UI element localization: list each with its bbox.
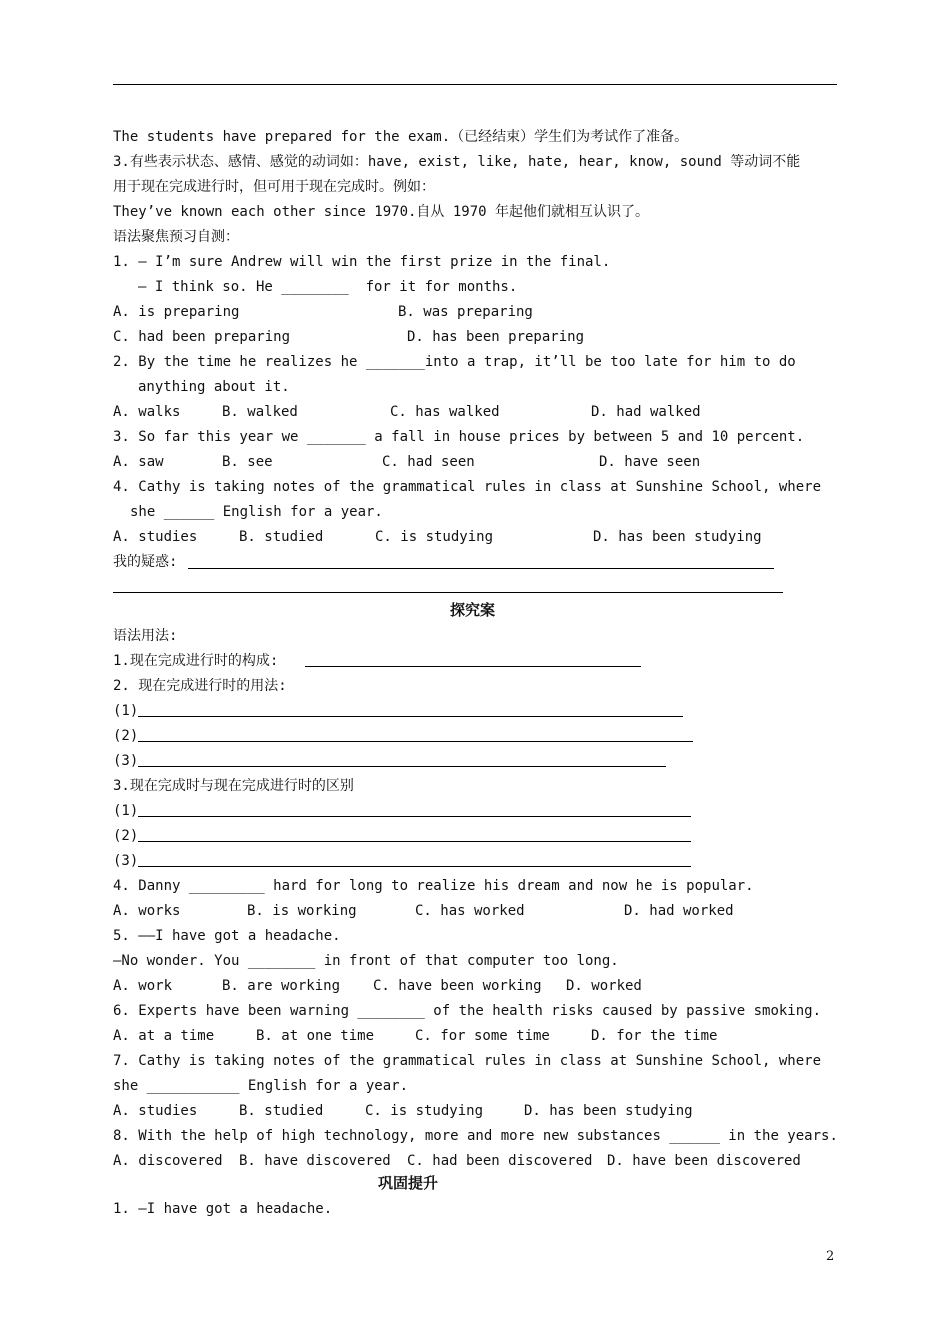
- difference-item-3-label: (3): [113, 853, 139, 869]
- preview-q2-option-b: B. walked: [222, 404, 298, 420]
- preview-q4-stem: 4. Cathy is taking notes of the grammatical rules in class at Sunshine School, where: [113, 479, 822, 495]
- explore-q5-option-c: C. have been working: [373, 978, 542, 994]
- consolidate-q1-stem: 1. —I have got a headache.: [113, 1201, 333, 1217]
- explore-q6-option-d: D. for the time: [591, 1028, 718, 1044]
- explore-q4-option-d: D. had worked: [624, 903, 734, 919]
- explore-heading: 探究案: [450, 601, 496, 619]
- explore-q7-option-d: D. has been studying: [524, 1103, 693, 1119]
- explore-q8-option-a: A. discovered: [113, 1153, 223, 1169]
- preview-q4-option-d: D. has been studying: [593, 529, 762, 545]
- preview-q2-option-c: C. has walked: [390, 404, 500, 420]
- usage-item-2-line[interactable]: [138, 741, 693, 742]
- explore-q7-stem: 7. Cathy is taking notes of the grammatical rules in class at Sunshine School, where: [113, 1053, 822, 1069]
- section-divider: [113, 592, 783, 593]
- preview-q4-option-a: A. studies: [113, 529, 198, 545]
- preview-q1-option-c: C. had been preparing: [113, 329, 291, 345]
- intro-line-2: 3.有些表示状态、感情、感觉的动词如：have, exist, like, hate, hear, know, sound 等动词不能: [113, 154, 801, 170]
- usage-item-3-label: (3): [113, 753, 139, 769]
- consolidate-heading: 巩固提升: [378, 1174, 439, 1192]
- explore-q5-stem: 5. ——I have got a headache.: [113, 928, 341, 944]
- explore-q7-option-b: B. studied: [239, 1103, 324, 1119]
- usage-label: 语法用法:: [113, 628, 178, 644]
- difference-item-2-label: (2): [113, 828, 139, 844]
- explore-q5-option-d: D. worked: [566, 978, 642, 994]
- explore-q8-option-c: C. had been discovered: [407, 1153, 593, 1169]
- structure-answer-line[interactable]: [305, 666, 641, 667]
- explore-q4-option-c: C. has worked: [415, 903, 525, 919]
- difference-item-3-line[interactable]: [138, 866, 691, 867]
- intro-line-3: 用于现在完成进行时，但可用于现在完成时。例如：: [113, 179, 435, 195]
- doubt-answer-line[interactable]: [188, 568, 774, 569]
- difference-item-1-label: (1): [113, 803, 139, 819]
- difference-item-2-line[interactable]: [138, 841, 691, 842]
- preview-q3-option-a: A. saw: [113, 454, 164, 470]
- explore-q8-option-b: B. have discovered: [239, 1153, 391, 1169]
- explore-q6-option-a: A. at a time: [113, 1028, 215, 1044]
- explore-q7-option-a: A. studies: [113, 1103, 198, 1119]
- preview-q1-option-d: D. has been preparing: [407, 329, 585, 345]
- explore-q4-option-b: B. is working: [247, 903, 357, 919]
- preview-heading: 语法聚焦预习自测：: [113, 229, 239, 245]
- explore-q4-option-a: A. works: [113, 903, 181, 919]
- preview-q1-option-a: A. is preparing: [113, 304, 240, 320]
- explore-q8-stem: 8. With the help of high technology, more and more new substances ______ in the years.: [113, 1128, 838, 1144]
- intro-line-4: They’ve known each other since 1970.自从 1970 年起他们就相互认识了。: [113, 204, 650, 220]
- page-number: 2: [826, 1249, 835, 1264]
- usage-subheading: 2. 现在完成进行时的用法:: [113, 678, 287, 694]
- preview-q4-stem-2: she ______ English for a year.: [130, 504, 383, 520]
- usage-item-2-label: (2): [113, 728, 139, 744]
- explore-q5-stem-2: —No wonder. You ________ in front of that computer too long.: [113, 953, 619, 969]
- doubt-label: 我的疑惑:: [113, 554, 178, 570]
- difference-subheading: 3.现在完成时与现在完成进行时的区别: [113, 778, 354, 794]
- preview-q2-option-d: D. had walked: [591, 404, 701, 420]
- preview-q2-stem: 2. By the time he realizes he _______into a trap, it’ll be too late for him to do: [113, 354, 796, 370]
- explore-q7-option-c: C. is studying: [365, 1103, 484, 1119]
- usage-item-3-line[interactable]: [138, 766, 666, 767]
- preview-q4-option-c: C. is studying: [375, 529, 494, 545]
- preview-q4-option-b: B. studied: [239, 529, 324, 545]
- explore-q7-stem-2: she ___________ English for a year.: [113, 1078, 409, 1094]
- preview-q2-option-a: A. walks: [113, 404, 181, 420]
- explore-q6-option-b: B. at one time: [256, 1028, 375, 1044]
- preview-q1-stem-2: — I think so. He ________ for it for months.: [138, 279, 518, 295]
- preview-q3-option-d: D. have seen: [599, 454, 701, 470]
- usage-item-1-line[interactable]: [138, 716, 683, 717]
- preview-q1-stem: 1. — I’m sure Andrew will win the first prize in the final.: [113, 254, 611, 270]
- preview-q2-stem-2: anything about it.: [138, 379, 290, 395]
- explore-q6-stem: 6. Experts have been warning ________ of the health risks caused by passive smoking.: [113, 1003, 822, 1019]
- intro-line-1: The students have prepared for the exam.（已经结束）学生们为考试作了准备。: [113, 129, 689, 145]
- preview-q3-option-c: C. had seen: [382, 454, 475, 470]
- structure-label: 1.现在完成进行时的构成:: [113, 653, 279, 669]
- preview-q1-option-b: B. was preparing: [398, 304, 533, 320]
- explore-q8-option-d: D. have been discovered: [607, 1153, 801, 1169]
- preview-q3-option-b: B. see: [222, 454, 273, 470]
- header-rule: [113, 84, 837, 85]
- usage-item-1-label: (1): [113, 703, 139, 719]
- explore-q5-option-b: B. are working: [222, 978, 341, 994]
- difference-item-1-line[interactable]: [138, 816, 691, 817]
- preview-q3-stem: 3. So far this year we _______ a fall in house prices by between 5 and 10 percent.: [113, 429, 805, 445]
- explore-q6-option-c: C. for some time: [415, 1028, 550, 1044]
- explore-q4-stem: 4. Danny _________ hard for long to realize his dream and now he is popular.: [113, 878, 754, 894]
- explore-q5-option-a: A. work: [113, 978, 173, 994]
